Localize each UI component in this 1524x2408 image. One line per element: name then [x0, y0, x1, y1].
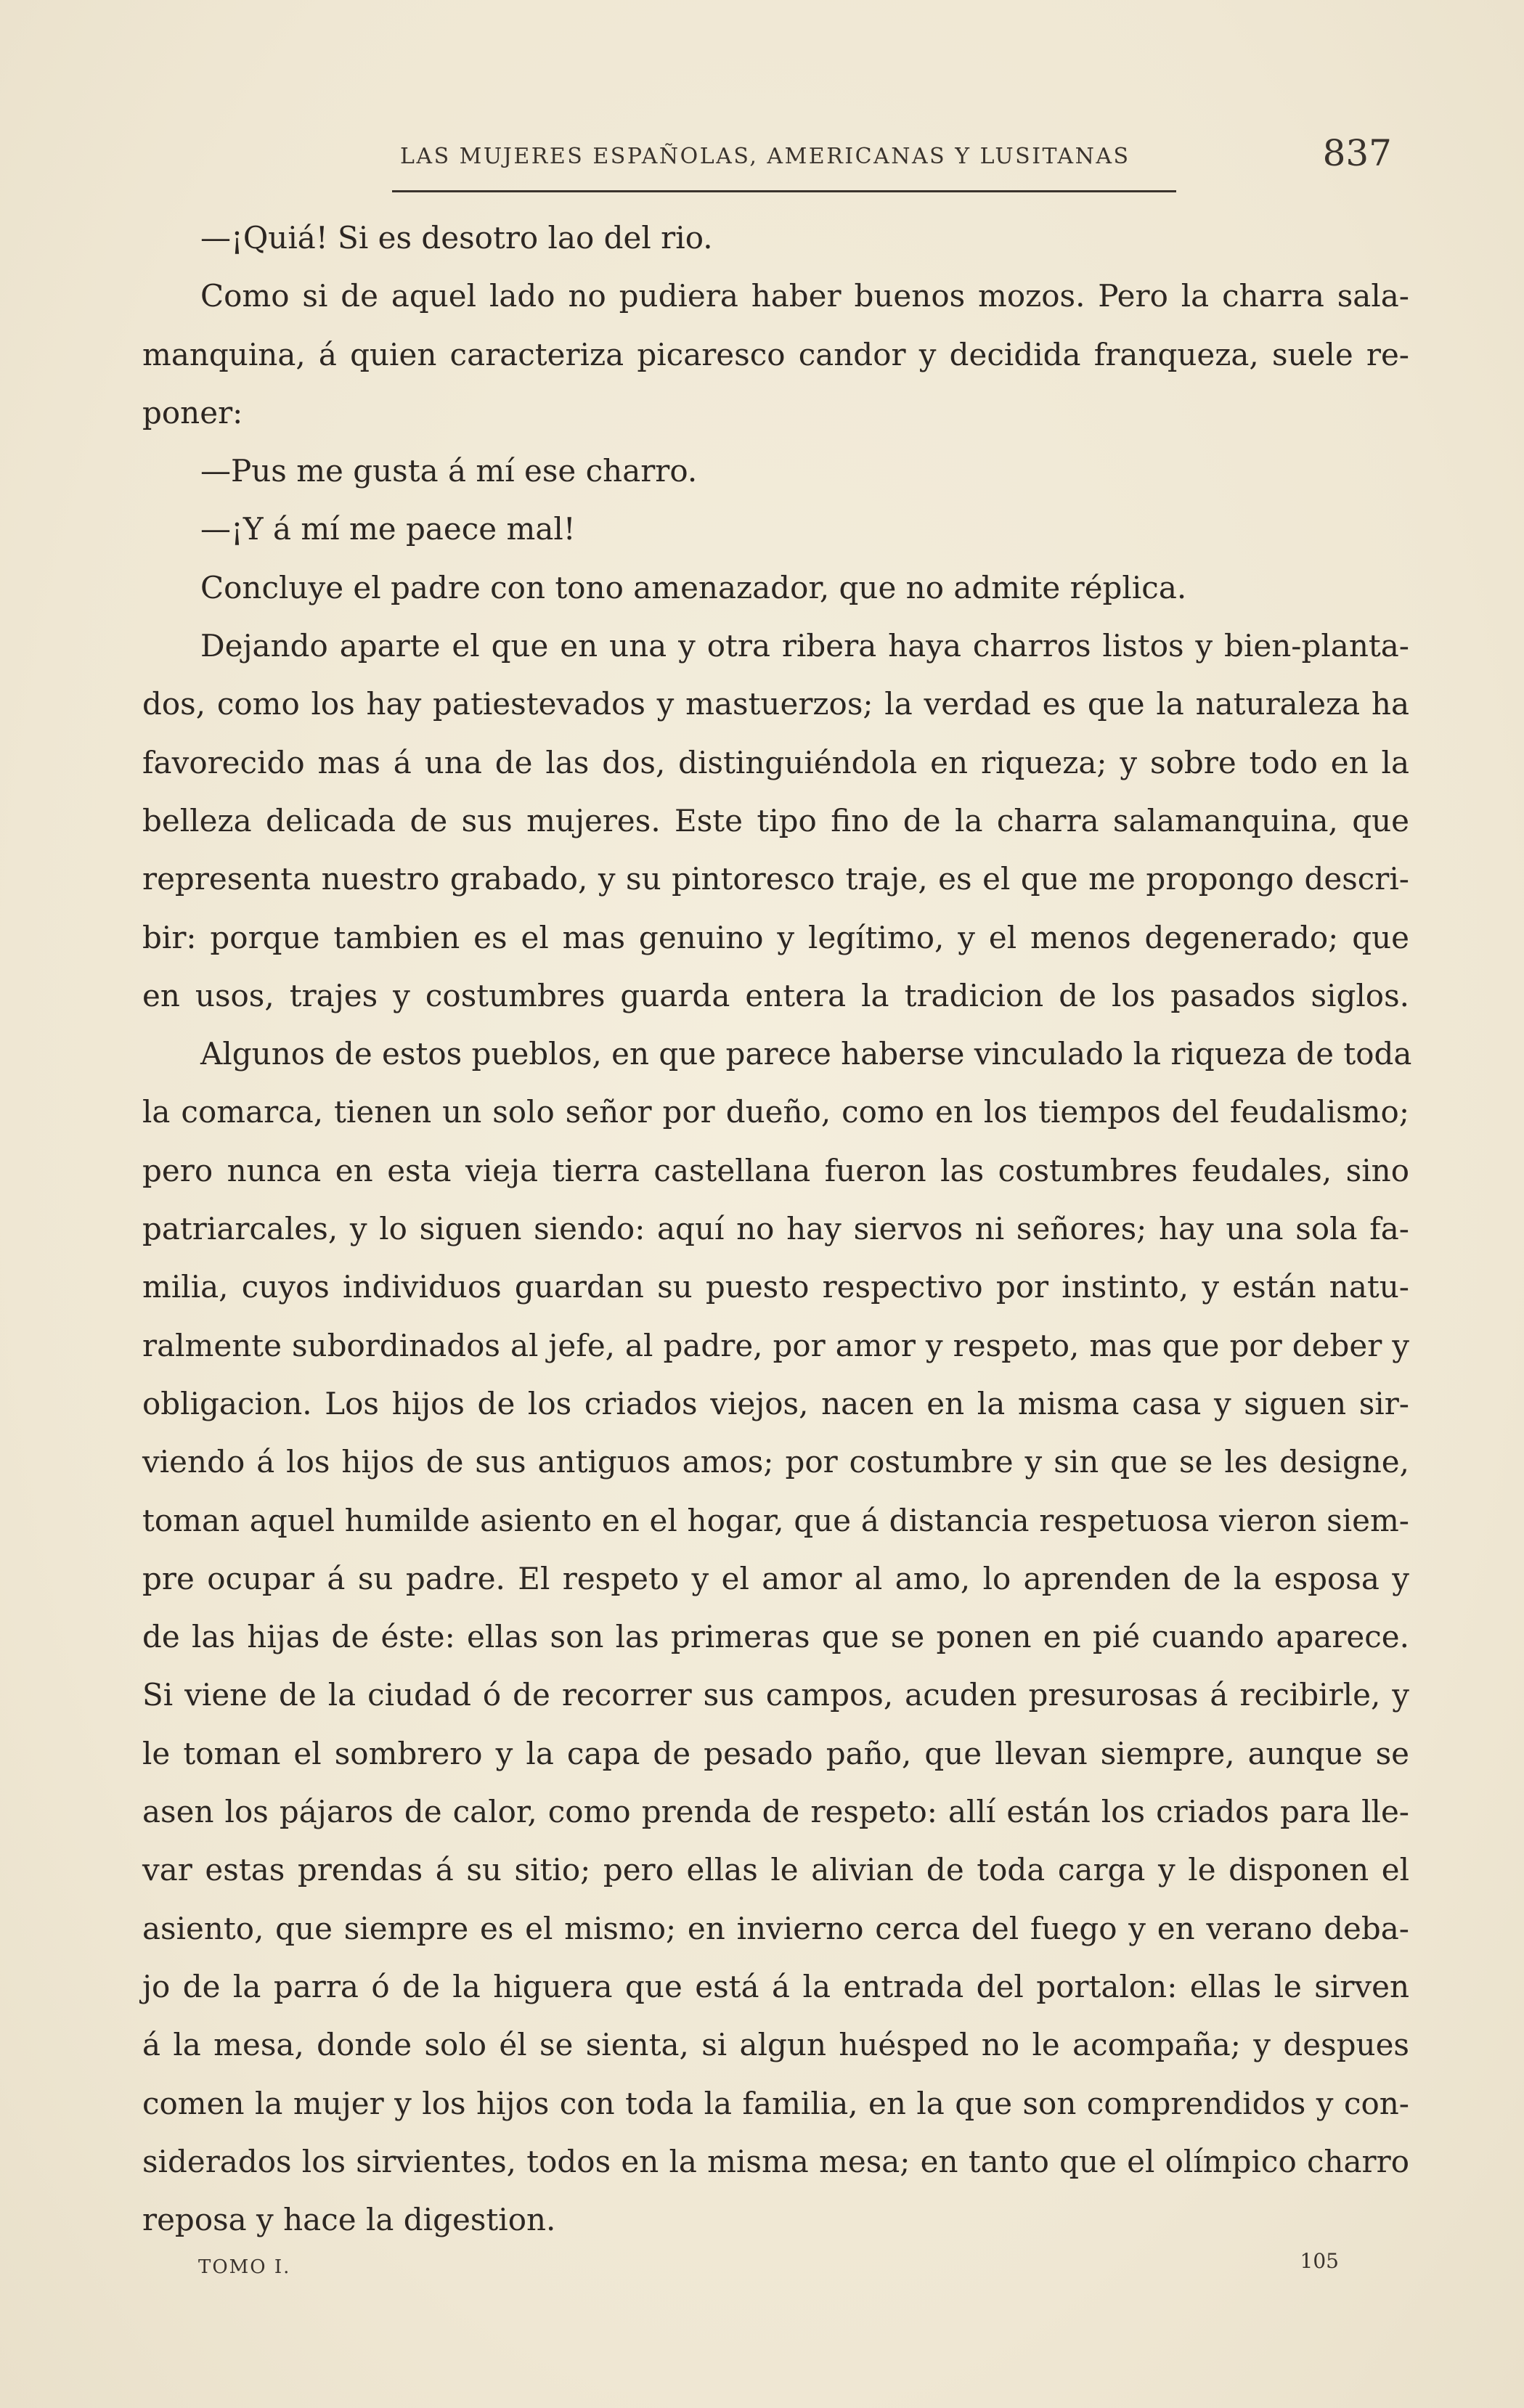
text-line: ralmente subordinados al jefe, al padre, por amor y respeto, mas que por deber y — [142, 1327, 1409, 1363]
text-line: —¡Quiá! Si es desotro lao del rio. — [200, 220, 713, 256]
text-line: manquina, á quien caracteriza picaresco candor y decidida franqueza, suele re- — [142, 336, 1409, 372]
text-line: bir: porque tambien es el mas genuino y legítimo, y el menos degenerado; que — [142, 919, 1409, 955]
body-text — [142, 209, 1412, 2249]
text-line: milia, cuyos individuos guardan su puesto respectivo por instinto, y están natu- — [142, 1269, 1409, 1305]
text-line: Algunos de estos pueblos, en que parece haberse vinculado la riqueza de toda — [200, 1036, 1412, 1072]
header-rule — [392, 190, 1176, 192]
text-line: la comarca, tienen un solo señor por dueño, como en los tiempos del feudalismo; — [142, 1094, 1409, 1130]
header-title: LAS MUJERES ESPAÑOLAS, AMERICANAS Y LUSITANAS — [400, 144, 1130, 169]
text-line: comen la mujer y los hijos con toda la familia, en la que son comprendidos y con- — [142, 2085, 1409, 2121]
text-line: Si viene de la ciudad ó de recorrer sus campos, acuden presurosas á recibirle, y — [142, 1677, 1409, 1713]
text-line: —¡Y á mí me paece mal! — [200, 511, 576, 547]
text-line: poner: — [142, 394, 243, 430]
text-line: á la mesa, donde solo él se sienta, si algun huésped no le acompaña; y despues — [142, 2027, 1409, 2063]
text-line: le toman el sombrero y la capa de pesado paño, que llevan siempre, aunque se — [142, 1735, 1409, 1771]
text-line: toman aquel humilde asiento en el hogar, que á distancia respetuosa vieron siem- — [142, 1502, 1409, 1538]
text-line: siderados los sirvientes, todos en la misma mesa; en tanto que el olímpico charro — [142, 2143, 1409, 2179]
text-line: asen los pájaros de calor, como prenda de respeto: allí están los criados para lle- — [142, 1794, 1409, 1830]
text-line: Como si de aquel lado no pudiera haber buenos mozos. Pero la charra sala- — [200, 278, 1409, 314]
text-line: reposa y hace la digestion. — [142, 2202, 556, 2238]
text-line: obligacion. Los hijos de los criados viejos, nacen en la misma casa y siguen sir- — [142, 1385, 1409, 1421]
printer-signature: 105 — [1300, 2249, 1339, 2273]
text-line: Concluye el padre con tono amenazador, que no admite réplica. — [200, 569, 1187, 605]
text-line: Dejando aparte el que en una y otra ribera haya charros listos y bien-planta- — [200, 628, 1409, 664]
text-line: dos, como los hay patiestevados y mastuerzos; la verdad es que la naturaleza ha — [142, 686, 1409, 722]
text-line: viendo á los hijos de sus antiguos amos; por costumbre y sin que se les designe, — [142, 1444, 1409, 1480]
text-line: de las hijas de éste: ellas son las primeras que se ponen en pié cuando aparece. — [142, 1619, 1409, 1655]
text-line: —Pus me gusta á mí ese charro. — [200, 453, 698, 489]
running-header — [142, 132, 1409, 181]
text-line: en usos, trajes y costumbres guarda entera la tradicion de los pasados siglos. — [142, 977, 1409, 1013]
text-line: pero nunca en esta vieja tierra castellana fueron las costumbres feudales, sino — [142, 1152, 1409, 1188]
text-line: pre ocupar á su padre. El respeto y el amor al amo, lo aprenden de la esposa y — [142, 1560, 1409, 1596]
text-line: asiento, que siempre es el mismo; en invierno cerca del fuego y en verano deba- — [142, 1910, 1409, 1946]
text-line: belleza delicada de sus mujeres. Este tipo fino de la charra salamanquina, que — [142, 802, 1409, 838]
volume-signature: TOMO I. — [198, 2256, 291, 2278]
text-line: var estas prendas á su sitio; pero ellas le alivian de toda carga y le disponen el — [142, 1852, 1409, 1888]
page-number: 837 — [1322, 132, 1392, 174]
text-line: representa nuestro grabado, y su pintoresco traje, es el que me propongo descri- — [142, 861, 1409, 897]
text-line: jo de la parra ó de la higuera que está á la entrada del portalon: ellas le sirven — [142, 1968, 1409, 2004]
text-line: favorecido mas á una de las dos, distinguiéndola en riqueza; y sobre todo en la — [142, 744, 1409, 780]
text-line: patriarcales, y lo siguen siendo: aquí no hay siervos ni señores; hay una sola fa- — [142, 1211, 1409, 1247]
